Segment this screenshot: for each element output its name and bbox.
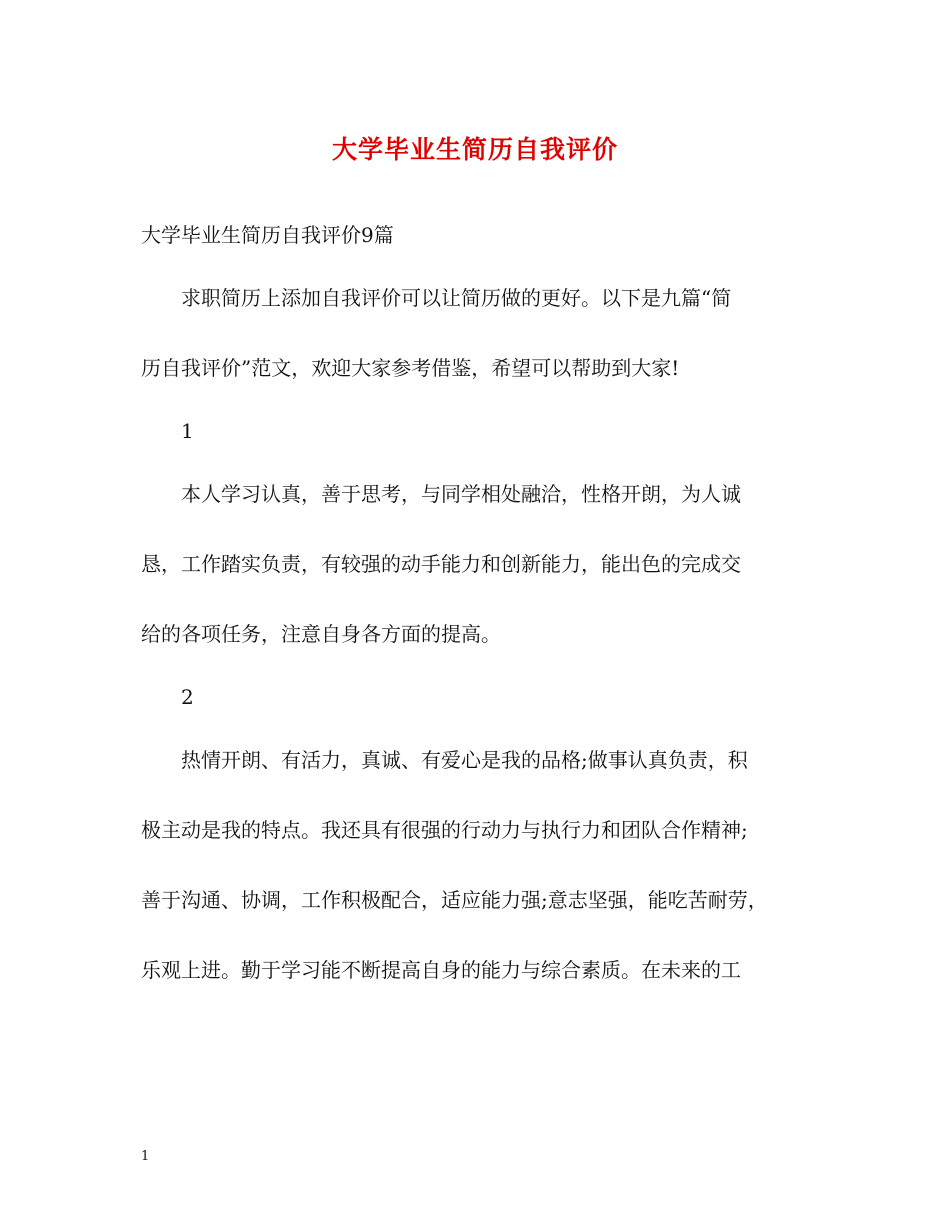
page-number: 1 [141,1149,150,1164]
section-1-line-2: 恳，工作踏实负责，有较强的动手能力和创新能力，能出色的完成交 [141,552,741,576]
intro-line-1: 求职简历上添加自我评价可以让简历做的更好。以下是九篇“简 [181,286,732,310]
subtitle-line: 大学毕业生简历自我评价9篇 [141,223,394,247]
document-title: 大学毕业生简历自我评价 [331,135,618,164]
section-number-1: 1 [181,419,194,443]
section-2-line-3: 善于沟通、协调，工作积极配合，适应能力强;意志坚强，能吃苦耐劳， [141,888,768,912]
section-number-2: 2 [181,685,194,709]
section-2-line-4: 乐观上进。勤于学习能不断提高自身的能力与综合素质。在未来的工 [141,958,741,982]
section-1-line-3: 给的各项任务，注意自身各方面的提高。 [141,622,501,646]
section-2-line-1: 热情开朗、有活力，真诚、有爱心是我的品格;做事认真负责，积 [181,748,748,772]
intro-line-2: 历自我评价”范文，欢迎大家参考借鉴，希望可以帮助到大家! [141,356,680,380]
section-2-line-2: 极主动是我的特点。我还具有很强的行动力与执行力和团队合作精神; [141,818,748,842]
section-1-line-1: 本人学习认真，善于思考，与同学相处融洽，性格开朗，为人诚 [181,482,741,506]
